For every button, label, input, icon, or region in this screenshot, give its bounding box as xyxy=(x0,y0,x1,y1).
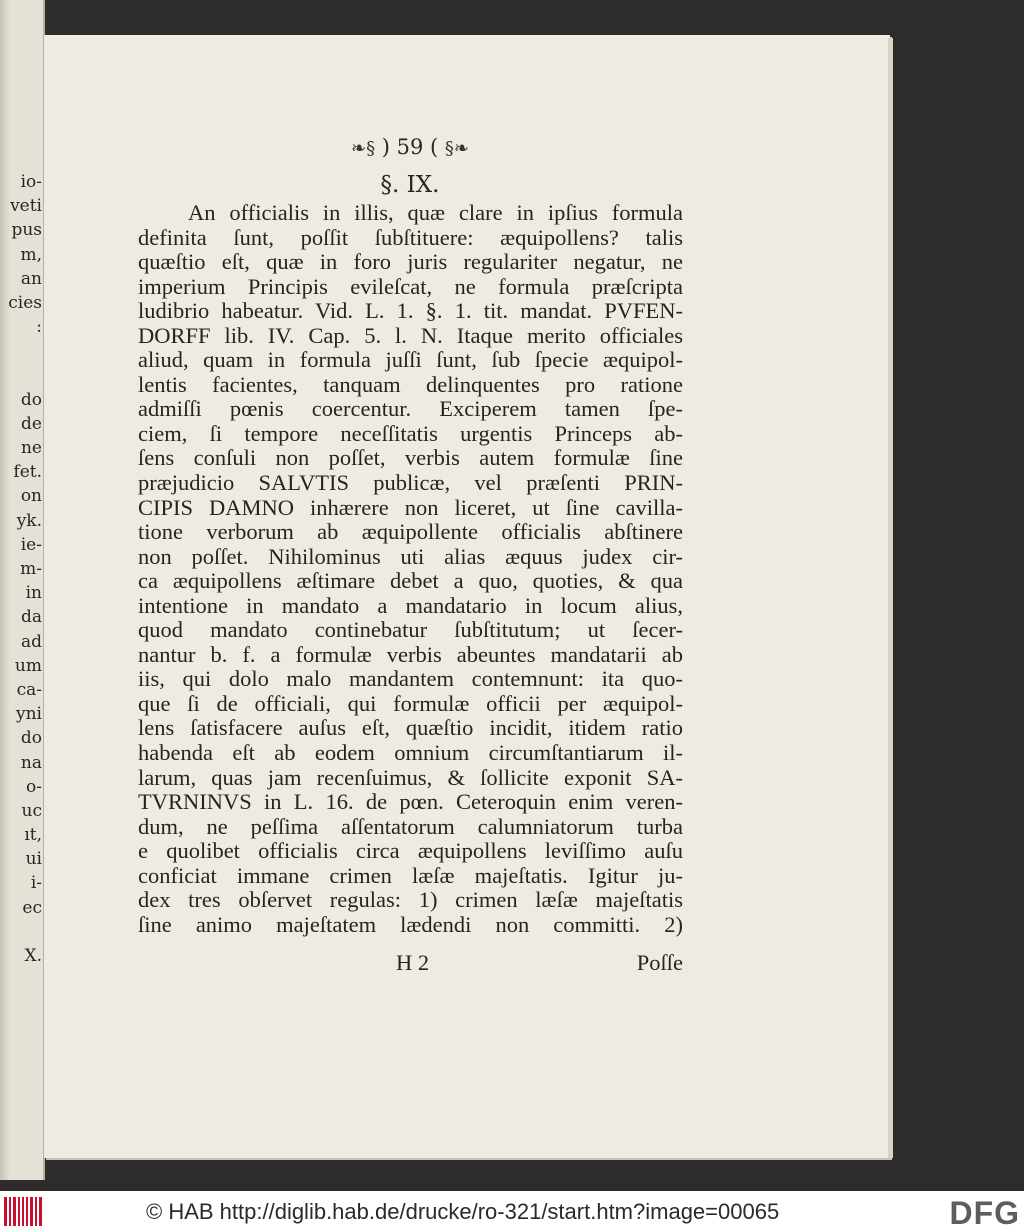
text-line: præjudicio SALVTIS publicæ, vel præſenti PRIN- xyxy=(138,470,683,496)
facing-page-fragment: cies xyxy=(8,292,42,313)
text-line: larum, quas jam recenſuimus, & ſollicite exponit SA- xyxy=(138,764,683,790)
facing-page-fragment: da xyxy=(20,607,42,628)
text-line: dum, ne peſſima aſſentatorum calumniatorum turba xyxy=(138,813,683,839)
facing-page-fragment: ui xyxy=(25,849,42,870)
facing-page-fragment: an xyxy=(20,268,42,289)
copyright-link[interactable]: © HAB http://diglib.hab.de/drucke/ro-321/start.htm?image=00065 xyxy=(146,1199,780,1224)
facing-page-text-fragments xyxy=(2,170,42,968)
facing-page-fragment: yni xyxy=(16,704,42,725)
text-line: quod mandato continebatur ſubſtitutum; ut ſecer- xyxy=(138,617,683,643)
fleuron-right-icon: §❧ xyxy=(444,138,470,159)
text-line: ciem, ſi tempore neceſſitatis urgentis Princeps ab- xyxy=(138,420,683,446)
text-line: TVRNINVS in L. 16. de pœn. Ceteroquin enim veren- xyxy=(138,789,683,815)
text-line: definita ſunt, poſſit ſubſtituere: æquipollens? talis xyxy=(138,224,683,250)
text-line: aliud, quam in formula juſſi ſunt, ſub ſpecie æquipol- xyxy=(138,347,683,373)
footer-bar xyxy=(0,1191,1024,1232)
text-line: e quolibet officialis circa æquipollens leviſſimo auſu xyxy=(138,838,683,864)
text-line: An officialis in illis, quæ clare in ipſius formula xyxy=(188,200,683,225)
text-line: conficiat immane crimen læſæ majeſtatis. Igitur ju- xyxy=(138,862,683,888)
hab-logo-icon xyxy=(4,1197,42,1226)
text-line: admiſſi pœnis coercentur. Exciperem tamen ſpe- xyxy=(138,396,683,422)
facing-page-fragment: o- xyxy=(26,776,42,797)
facing-page-fragment xyxy=(2,920,42,944)
text-line: DORFF lib. IV. Cap. 5. l. N. Itaque merito officiales xyxy=(138,322,683,348)
facing-page-fragment: pus xyxy=(11,220,42,241)
facing-page-fragment: m, xyxy=(20,244,42,265)
facing-page-fragment: on xyxy=(20,486,42,507)
running-head xyxy=(310,135,510,159)
text-line: quæſtio eſt, quæ in foro juris regulariter negatur, ne xyxy=(138,249,683,275)
text-line: lentis facientes, tanquam delinquentes pro ratione xyxy=(138,371,683,397)
facing-page-fragment: ec xyxy=(22,897,42,918)
facing-page-fragment: ad xyxy=(20,631,42,652)
text-line: non poſſet. Nihilominus uti alias æquus judex cir- xyxy=(138,543,683,569)
facing-page-fragment: um xyxy=(14,655,42,676)
text-line: CIPIS DAMNO inhærere non liceret, ut ſine cavilla- xyxy=(138,494,683,520)
text-line: imperium Principis evileſcat, ne formula præſcripta xyxy=(138,273,683,299)
facing-page-fragment: do xyxy=(20,389,42,410)
facing-page-edge xyxy=(0,0,45,1180)
signature-mark: H 2 xyxy=(396,950,430,975)
page-foot xyxy=(138,950,683,978)
text-line: lens ſatisfacere auſus eſt, quæſtio incidit, itidem ratio xyxy=(138,715,683,741)
fleuron-left-icon: ❧§ xyxy=(350,138,376,159)
facing-page-fragment: in xyxy=(25,583,42,604)
text-line: iis, qui dolo malo mandantem contemnunt: ita quo- xyxy=(138,666,683,692)
text-line: ca æquipollens æſtimare debet a quo, quoties, & qua xyxy=(138,568,683,594)
facing-page-fragment xyxy=(2,339,42,363)
facing-page-fragment: yk. xyxy=(16,510,42,531)
facing-page-fragment: ıt, xyxy=(24,825,42,846)
facing-page-fragment: uc xyxy=(21,800,42,821)
page-number: ) 59 ( xyxy=(381,135,439,159)
facing-page-fragment: m- xyxy=(20,559,42,579)
text-line: intentione in mandato a mandatario in locum alius, xyxy=(138,592,683,618)
facing-page-fragment: io- xyxy=(20,172,42,192)
facing-page-fragment: veti xyxy=(10,196,42,217)
facing-page-fragment: ie- xyxy=(20,534,42,555)
body-text xyxy=(138,201,683,937)
facing-page-fragment: do xyxy=(20,728,42,749)
text-line: ludibrio habeatur. Vid. L. 1. §. 1. tit. mandat. PVFEN- xyxy=(138,298,683,324)
facing-page-fragment: fet. xyxy=(13,462,42,483)
text-line: dex tres obſervet regulas: 1) crimen læſæ majeſtatis xyxy=(138,887,683,913)
text-line: ſine animo majeſtatem lædendi non committi. 2) xyxy=(138,911,683,937)
facing-page-fragment: ca- xyxy=(16,679,42,700)
text-line: tione verborum ab æquipollente officialis abſtinere xyxy=(138,519,683,545)
page-edge xyxy=(888,38,893,1158)
facing-page-fragment: i- xyxy=(30,873,42,894)
facing-page-fragment: na xyxy=(20,752,42,773)
text-line: nantur b. f. a formulæ verbis abeuntes mandatarii ab xyxy=(138,641,683,667)
facing-page-fragment: : xyxy=(36,317,42,338)
text-line: que ſi de officiali, qui formulæ officii per æquipol- xyxy=(138,690,683,716)
facing-page-fragment: X. xyxy=(24,946,42,966)
facing-page-fragment: de xyxy=(21,413,42,434)
facing-page-fragment: ne xyxy=(20,438,42,459)
text-line: ſens conſuli non poſſet, verbis autem formulæ ſine xyxy=(138,445,683,471)
text-line: habenda eſt ab eodem omnium circumſtantiarum il- xyxy=(138,740,683,766)
catchword: Poſſe xyxy=(636,950,683,975)
facing-page-fragment xyxy=(2,364,42,388)
dfg-logo: DFG xyxy=(949,1195,1020,1231)
section-heading: §. IX. xyxy=(380,172,440,198)
